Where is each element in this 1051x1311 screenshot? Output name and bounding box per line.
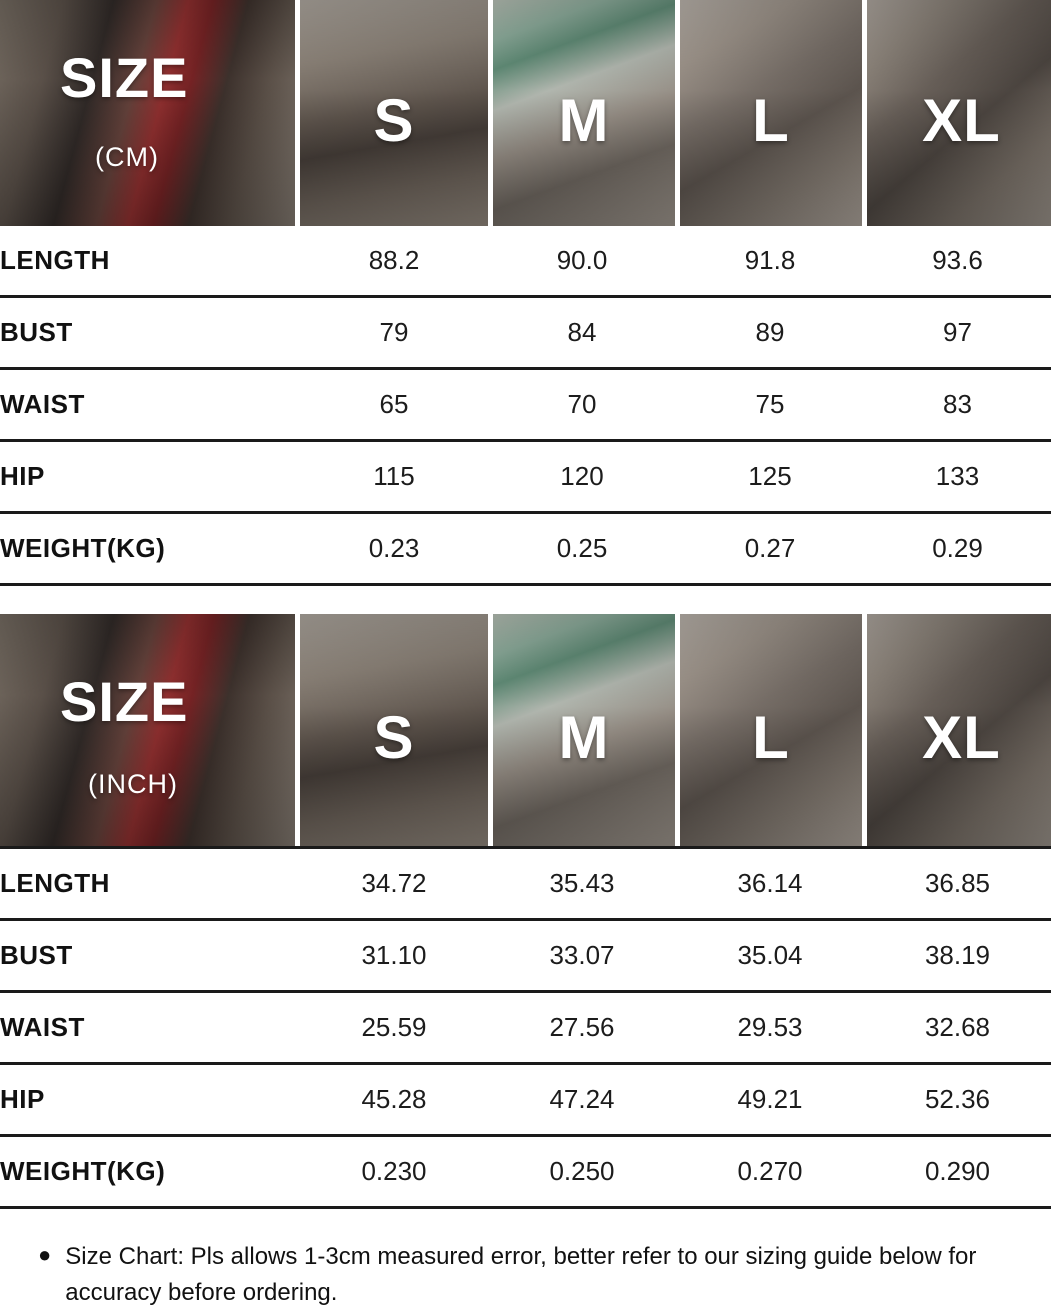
- cell-length-l-inch: 36.14: [676, 848, 864, 920]
- cell-bust-m-inch: 33.07: [488, 920, 676, 992]
- inch-header-title-cell: [0, 614, 295, 846]
- cell-weight-l-inch: 0.270: [676, 1136, 864, 1208]
- cm-size-letter-xl: XL: [922, 87, 1001, 154]
- table-row: [0, 920, 1051, 992]
- row-label-bust-cm: BUST: [0, 297, 300, 369]
- table-row: [0, 848, 1051, 920]
- cell-hip-s-cm: 115: [300, 441, 488, 513]
- cell-length-s-inch: 34.72: [300, 848, 488, 920]
- cell-waist-xl-cm: 83: [864, 369, 1051, 441]
- cell-waist-s-cm: 65: [300, 369, 488, 441]
- cm-size-letter-s: S: [373, 87, 415, 154]
- cell-hip-m-cm: 120: [488, 441, 676, 513]
- size-chart-note: [38, 1239, 1023, 1311]
- table-row: [0, 1064, 1051, 1136]
- cell-waist-m-cm: 70: [488, 369, 676, 441]
- cell-weight-m-inch: 0.250: [488, 1136, 676, 1208]
- inch-header-size-s: [300, 614, 488, 846]
- row-label-hip-cm: HIP: [0, 441, 300, 513]
- row-label-length-cm: LENGTH: [0, 226, 300, 297]
- cell-hip-xl-cm: 133: [864, 441, 1051, 513]
- size-chart-inch-block: [0, 614, 1051, 1209]
- cell-bust-s-cm: 79: [300, 297, 488, 369]
- table-row: [0, 297, 1051, 369]
- cell-hip-m-inch: 47.24: [488, 1064, 676, 1136]
- row-label-bust-inch: BUST: [0, 920, 300, 992]
- cell-weight-m-cm: 0.25: [488, 513, 676, 585]
- cm-measurements-table: [0, 226, 1051, 586]
- bullet-icon: ●: [38, 1242, 52, 1267]
- cell-bust-l-inch: 35.04: [676, 920, 864, 992]
- inch-header-size-l: [680, 614, 862, 846]
- inch-header-size-m: [493, 614, 675, 846]
- cell-hip-l-inch: 49.21: [676, 1064, 864, 1136]
- table-row: [0, 441, 1051, 513]
- cm-header-size-m: [493, 0, 675, 226]
- table-row: [0, 992, 1051, 1064]
- inch-size-letter-l: L: [752, 704, 790, 771]
- cell-bust-m-cm: 84: [488, 297, 676, 369]
- cell-length-m-inch: 35.43: [488, 848, 676, 920]
- cell-length-s-cm: 88.2: [300, 226, 488, 297]
- row-label-weight-cm: WEIGHT(KG): [0, 513, 300, 585]
- table-row: [0, 369, 1051, 441]
- cm-size-letter-m: M: [558, 87, 610, 154]
- cell-weight-s-inch: 0.230: [300, 1136, 488, 1208]
- cell-length-xl-cm: 93.6: [864, 226, 1051, 297]
- cm-header-size-l: [680, 0, 862, 226]
- row-label-weight-inch: WEIGHT(KG): [0, 1136, 300, 1208]
- table-row: [0, 1136, 1051, 1208]
- cell-hip-s-inch: 45.28: [300, 1064, 488, 1136]
- cell-weight-xl-cm: 0.29: [864, 513, 1051, 585]
- cell-bust-l-cm: 89: [676, 297, 864, 369]
- inch-size-letter-m: M: [558, 704, 610, 771]
- cell-length-m-cm: 90.0: [488, 226, 676, 297]
- cell-length-xl-inch: 36.85: [864, 848, 1051, 920]
- size-chart-cm-block: [0, 0, 1051, 586]
- cell-bust-s-inch: 31.10: [300, 920, 488, 992]
- cell-weight-s-cm: 0.23: [300, 513, 488, 585]
- cell-waist-m-inch: 27.56: [488, 992, 676, 1064]
- cm-header-size-s: [300, 0, 488, 226]
- cell-weight-xl-inch: 0.290: [864, 1136, 1051, 1208]
- cell-hip-xl-inch: 52.36: [864, 1064, 1051, 1136]
- inch-size-letter-xl: XL: [922, 704, 1001, 771]
- cm-header-title-cell: [0, 0, 295, 226]
- inch-size-word: SIZE: [60, 670, 189, 733]
- inch-size-unit: (INCH): [88, 769, 178, 799]
- table-row: [0, 513, 1051, 585]
- block-spacer: [0, 586, 1051, 614]
- cell-waist-l-cm: 75: [676, 369, 864, 441]
- cm-size-unit: (CM): [95, 142, 159, 172]
- cell-hip-l-cm: 125: [676, 441, 864, 513]
- inch-size-letter-s: S: [373, 704, 415, 771]
- cm-header-strip: [0, 0, 1051, 226]
- cm-size-letter-l: L: [752, 87, 790, 154]
- cm-header-size-xl: [867, 0, 1051, 226]
- inch-header-strip: [0, 614, 1051, 846]
- row-label-waist-inch: WAIST: [0, 992, 300, 1064]
- cm-size-word: SIZE: [60, 46, 189, 109]
- cell-waist-xl-inch: 32.68: [864, 992, 1051, 1064]
- cell-bust-xl-inch: 38.19: [864, 920, 1051, 992]
- cell-waist-s-inch: 25.59: [300, 992, 488, 1064]
- inch-measurements-table: [0, 846, 1051, 1209]
- row-label-hip-inch: HIP: [0, 1064, 300, 1136]
- row-label-waist-cm: WAIST: [0, 369, 300, 441]
- note-text: Size Chart: Pls allows 1-3cm measured error, better refer to our sizing guide below for accuracy before ordering.: [65, 1243, 977, 1306]
- inch-header-size-xl: [867, 614, 1051, 846]
- cell-weight-l-cm: 0.27: [676, 513, 864, 585]
- table-row: [0, 226, 1051, 297]
- row-label-length-inch: LENGTH: [0, 848, 300, 920]
- cell-bust-xl-cm: 97: [864, 297, 1051, 369]
- cell-waist-l-inch: 29.53: [676, 992, 864, 1064]
- cell-length-l-cm: 91.8: [676, 226, 864, 297]
